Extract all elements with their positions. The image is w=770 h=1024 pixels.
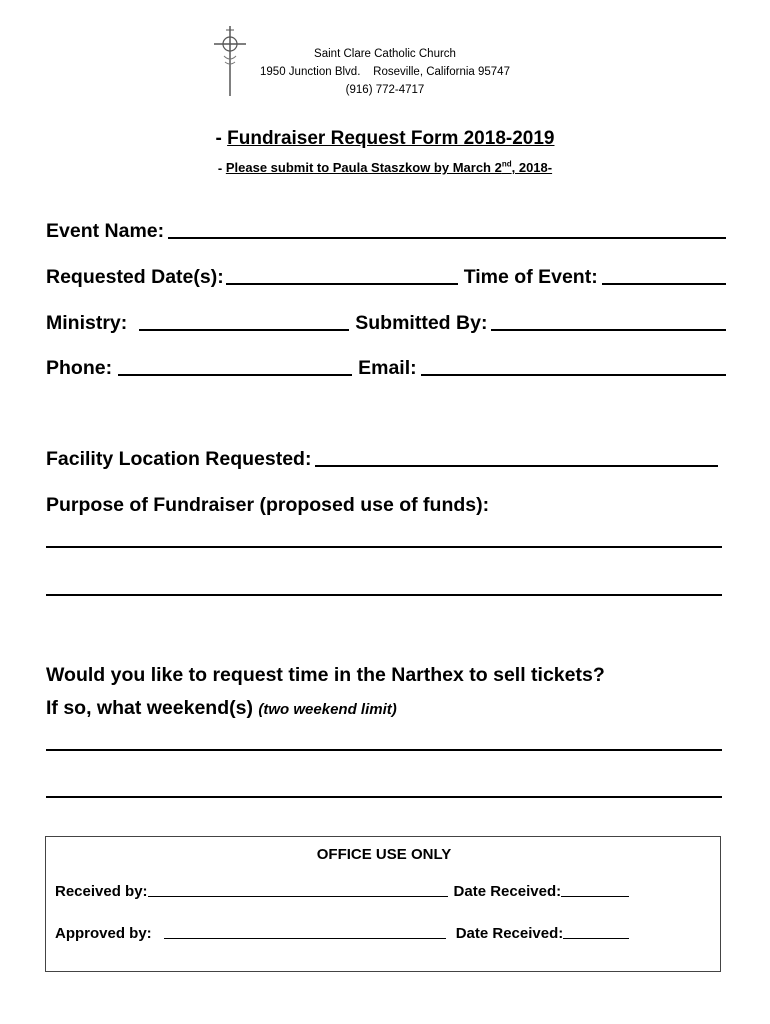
received-by-label: Received by:: [55, 883, 148, 900]
requested-dates-label: Requested Date(s):: [46, 266, 224, 288]
office-use-title: OFFICE USE ONLY: [316, 846, 452, 863]
facility-row: [46, 448, 718, 471]
purpose-line-2[interactable]: [46, 594, 722, 596]
church-name: Saint Clare Catholic Church: [314, 48, 456, 60]
church-phone: (916) 772-4717: [345, 84, 425, 96]
phone-label: Phone:: [46, 357, 113, 379]
phone-row: [46, 357, 726, 380]
event-name-row: [46, 220, 726, 243]
event-name-field[interactable]: [168, 236, 726, 239]
office-use-box: [45, 836, 721, 972]
date-received-field-2[interactable]: [563, 937, 629, 939]
ministry-label: Ministry:: [46, 312, 128, 334]
submitted-by-label: Submitted By:: [355, 312, 488, 334]
ministry-field[interactable]: [139, 328, 349, 331]
date-received-field-1[interactable]: [561, 895, 629, 897]
church-address: 1950 Junction Blvd. Roseville, California 95747: [260, 66, 510, 78]
weekend-line-2[interactable]: [46, 796, 722, 798]
form-title: - Fundraiser Request Form 2018-2019: [215, 128, 555, 149]
form-subtitle: - Please submit to Paula Staszkow by March 2nd, 2018-: [217, 160, 553, 176]
facility-location-label: Facility Location Requested:: [46, 448, 312, 470]
form-title-text: Fundraiser Request Form 2018-2019: [227, 128, 555, 149]
ministry-row: [46, 312, 726, 335]
time-of-event-label: Time of Event:: [463, 266, 598, 288]
received-by-field[interactable]: [148, 895, 448, 897]
date-received-label-1: Date Received:: [453, 883, 562, 900]
submitted-by-field[interactable]: [491, 328, 726, 331]
subtitle-text: Please submit to Paula Staszkow by March 2: [225, 160, 502, 176]
requested-dates-field[interactable]: [226, 282, 458, 285]
phone-field[interactable]: [118, 373, 352, 376]
email-label: Email:: [358, 357, 417, 379]
time-of-event-field[interactable]: [602, 282, 726, 285]
received-row: [55, 883, 695, 900]
narthex-question: Would you like to request time in the Narthex to sell tickets?: [46, 664, 605, 686]
weekend-question: If so, what weekend(s) (two weekend limit): [46, 697, 397, 719]
weekend-line-1[interactable]: [46, 749, 722, 751]
facility-location-field[interactable]: [315, 464, 718, 467]
purpose-line-1[interactable]: [46, 546, 722, 548]
event-name-label: Event Name:: [46, 220, 165, 242]
dates-row: [46, 266, 726, 289]
email-field[interactable]: [421, 373, 726, 376]
weekend-note: (two weekend limit): [258, 701, 397, 718]
date-received-label-2: Date Received:: [455, 925, 564, 942]
approved-row: [55, 925, 695, 942]
approved-by-label: Approved by:: [55, 925, 152, 942]
purpose-label: Purpose of Fundraiser (proposed use of funds):: [46, 494, 490, 516]
approved-by-field[interactable]: [164, 937, 446, 939]
